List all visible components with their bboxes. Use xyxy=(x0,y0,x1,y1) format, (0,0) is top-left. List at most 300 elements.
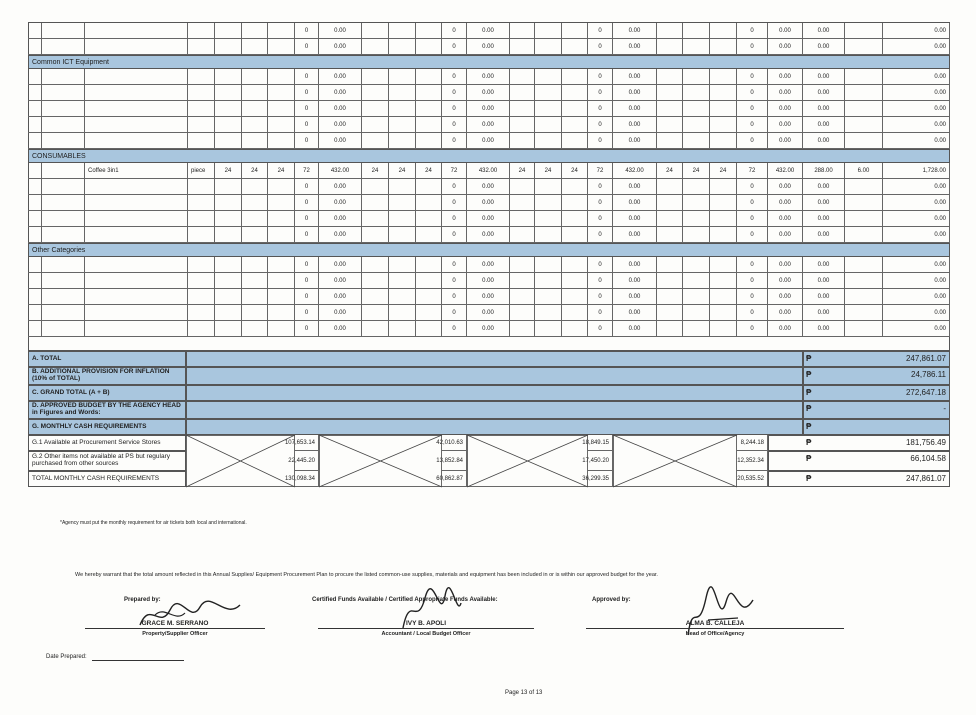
table-cell xyxy=(42,179,85,195)
table-cell xyxy=(188,321,215,337)
amount-cell: 0.00 xyxy=(467,321,510,337)
table-cell xyxy=(416,273,442,289)
table-cell xyxy=(683,23,710,39)
table-cell: 24 xyxy=(683,163,710,179)
summary-fill xyxy=(186,367,803,385)
table-cell xyxy=(845,69,883,85)
table-cell xyxy=(42,117,85,133)
table-cell xyxy=(215,133,242,149)
table-cell xyxy=(562,257,588,273)
table-cell xyxy=(562,321,588,337)
table-cell xyxy=(710,321,737,337)
table-cell xyxy=(416,289,442,305)
table-cell: 6.00 xyxy=(845,163,883,179)
qty-cell: 0 xyxy=(588,305,613,321)
table-cell xyxy=(389,179,416,195)
table-cell xyxy=(268,85,295,101)
table-cell xyxy=(710,305,737,321)
peso-sign: ₱ xyxy=(806,370,812,379)
signature-line xyxy=(318,628,534,629)
table-cell xyxy=(683,257,710,273)
amount-cell: 0.00 xyxy=(613,117,657,133)
table-cell xyxy=(188,211,215,227)
amount-cell: 0.00 xyxy=(768,101,803,117)
table-cell xyxy=(42,273,85,289)
table-cell xyxy=(683,211,710,227)
qty-cell: 0 xyxy=(737,289,768,305)
table-cell xyxy=(268,321,295,337)
table-cell xyxy=(710,133,737,149)
amount-cell: 0.00 xyxy=(319,133,362,149)
table-cell xyxy=(28,289,42,305)
table-cell xyxy=(188,117,215,133)
table-cell xyxy=(42,289,85,305)
table-cell xyxy=(28,69,42,85)
amount-cell: 0.00 xyxy=(768,39,803,55)
amount-cell: 0.00 xyxy=(613,133,657,149)
table-cell xyxy=(683,85,710,101)
table-cell xyxy=(562,305,588,321)
amount-cell: 0.00 xyxy=(768,23,803,39)
table-cell xyxy=(389,227,416,243)
qty-cell: 0 xyxy=(295,179,319,195)
qty-cell: 0 xyxy=(442,101,467,117)
table-cell xyxy=(85,227,188,243)
cash-total-value: 66,104.58 xyxy=(910,454,946,463)
table-cell: 24 xyxy=(268,163,295,179)
table-cell: 24 xyxy=(562,163,588,179)
table-cell xyxy=(268,179,295,195)
table-cell xyxy=(188,69,215,85)
qty-cell: 0 xyxy=(442,227,467,243)
table-cell xyxy=(657,195,683,211)
table-cell xyxy=(42,211,85,227)
amount-cell: 0.00 xyxy=(803,133,845,149)
table-cell xyxy=(845,273,883,289)
amount-cell: 0.00 xyxy=(319,195,362,211)
crossed-out-box xyxy=(467,435,588,487)
table-cell xyxy=(562,273,588,289)
table-cell xyxy=(416,211,442,227)
cash-row-label: G.1 Available at Procurement Service Stores xyxy=(28,435,186,451)
certified-funds-label: Certified Funds Available / Certified Appropriate Funds Available: xyxy=(312,597,498,603)
quarter-cash-value: 12,352.34 xyxy=(737,451,768,471)
table-cell xyxy=(510,257,535,273)
crossed-out-box xyxy=(186,435,295,487)
table-cell xyxy=(845,289,883,305)
amount-cell: 0.00 xyxy=(768,69,803,85)
signatory-name: ALMA B. CALLEJA xyxy=(685,620,745,627)
table-cell xyxy=(683,273,710,289)
table-cell xyxy=(42,163,85,179)
amount-cell: 0.00 xyxy=(613,195,657,211)
total-cell: 0.00 xyxy=(883,305,950,321)
table-cell xyxy=(416,23,442,39)
table-cell xyxy=(362,101,389,117)
table-cell xyxy=(416,227,442,243)
approved-by-label: Approved by: xyxy=(592,597,631,603)
table-cell xyxy=(416,257,442,273)
table-cell xyxy=(510,117,535,133)
amount-cell: 0.00 xyxy=(467,85,510,101)
qty-cell: 0 xyxy=(295,69,319,85)
table-cell xyxy=(42,227,85,243)
qty-cell: 0 xyxy=(295,23,319,39)
table-cell xyxy=(85,117,188,133)
amount-cell: 0.00 xyxy=(803,195,845,211)
table-cell xyxy=(85,133,188,149)
table-cell xyxy=(389,257,416,273)
amount-cell: 0.00 xyxy=(613,227,657,243)
table-cell xyxy=(242,257,268,273)
table-cell xyxy=(657,227,683,243)
amount-cell: 0.00 xyxy=(768,179,803,195)
table-cell xyxy=(657,305,683,321)
table-cell xyxy=(562,23,588,39)
amount-cell: 0.00 xyxy=(613,273,657,289)
table-cell xyxy=(85,195,188,211)
table-cell xyxy=(42,305,85,321)
total-cell: 0.00 xyxy=(883,23,950,39)
summary-label: C. GRAND TOTAL (A + B) xyxy=(28,385,186,401)
table-cell xyxy=(268,101,295,117)
table-cell xyxy=(710,257,737,273)
qty-cell: 0 xyxy=(442,39,467,55)
amount-cell: 0.00 xyxy=(613,39,657,55)
grid-line xyxy=(28,337,29,351)
qty-cell: 0 xyxy=(588,117,613,133)
table-cell xyxy=(215,305,242,321)
cash-total-value: 247,861.07 xyxy=(905,474,946,483)
table-cell xyxy=(215,273,242,289)
amount-cell: 0.00 xyxy=(467,133,510,149)
summary-value: 247,861.07 xyxy=(905,354,946,363)
amount-cell: 0.00 xyxy=(803,69,845,85)
amount-cell: 0.00 xyxy=(803,257,845,273)
table-cell xyxy=(215,179,242,195)
qty-cell: 0 xyxy=(442,133,467,149)
amount-cell: 0.00 xyxy=(467,39,510,55)
qty-cell: 0 xyxy=(737,23,768,39)
total-cell: 0.00 xyxy=(883,321,950,337)
table-cell xyxy=(28,257,42,273)
section-header: CONSUMABLES xyxy=(28,149,950,163)
qty-cell: 0 xyxy=(295,273,319,289)
table-cell xyxy=(85,39,188,55)
table-cell xyxy=(389,133,416,149)
table-cell xyxy=(710,23,737,39)
amount-cell: 0.00 xyxy=(319,257,362,273)
table-cell xyxy=(28,305,42,321)
table-cell: 432.00 xyxy=(768,163,803,179)
table-cell xyxy=(535,305,562,321)
qty-cell: 0 xyxy=(295,305,319,321)
total-cell: 0.00 xyxy=(883,85,950,101)
total-cell: 0.00 xyxy=(883,195,950,211)
summary-label: A. TOTAL xyxy=(28,351,186,367)
table-cell: 24 xyxy=(215,163,242,179)
amount-cell: 0.00 xyxy=(803,101,845,117)
table-cell xyxy=(42,321,85,337)
qty-cell: 0 xyxy=(442,195,467,211)
table-cell xyxy=(389,117,416,133)
table-cell xyxy=(535,211,562,227)
table-cell xyxy=(416,39,442,55)
table-cell xyxy=(683,305,710,321)
table-cell xyxy=(535,257,562,273)
table-cell xyxy=(535,39,562,55)
qty-cell: 0 xyxy=(442,117,467,133)
table-cell xyxy=(28,85,42,101)
table-cell xyxy=(845,179,883,195)
crossed-out-box xyxy=(319,435,442,487)
amount-cell: 0.00 xyxy=(768,289,803,305)
summary-fill xyxy=(186,351,803,367)
table-cell xyxy=(28,101,42,117)
peso-sign: ₱ xyxy=(806,422,812,431)
signature-serrano xyxy=(130,595,250,635)
table-cell xyxy=(389,23,416,39)
table-cell: 432.00 xyxy=(613,163,657,179)
table-cell xyxy=(845,39,883,55)
qty-cell: 0 xyxy=(442,273,467,289)
table-cell xyxy=(268,289,295,305)
table-cell xyxy=(389,39,416,55)
table-cell xyxy=(657,289,683,305)
table-cell xyxy=(657,273,683,289)
table-cell xyxy=(242,289,268,305)
table-cell xyxy=(510,305,535,321)
qty-cell: 0 xyxy=(295,227,319,243)
cash-row-label: TOTAL MONTHLY CASH REQUIREMENTS xyxy=(28,471,186,487)
amount-cell: 0.00 xyxy=(319,289,362,305)
quarter-cash-value: 13,852.84 xyxy=(442,451,467,471)
table-cell xyxy=(389,195,416,211)
table-cell xyxy=(28,163,42,179)
amount-cell: 0.00 xyxy=(613,211,657,227)
amount-cell: 0.00 xyxy=(803,321,845,337)
qty-cell: 0 xyxy=(737,211,768,227)
qty-cell: 0 xyxy=(588,179,613,195)
qty-cell: 0 xyxy=(442,69,467,85)
table-cell xyxy=(510,321,535,337)
table-cell xyxy=(85,273,188,289)
table-cell xyxy=(535,133,562,149)
table-cell xyxy=(562,69,588,85)
table-cell xyxy=(85,101,188,117)
cash-row-label: G.2 Other items not available at PS but regulary purchased from other sources xyxy=(28,451,186,471)
table-cell xyxy=(42,101,85,117)
peso-sign: ₱ xyxy=(806,474,812,483)
table-cell xyxy=(215,69,242,85)
table-cell xyxy=(362,195,389,211)
total-cell: 0.00 xyxy=(883,69,950,85)
table-cell xyxy=(562,101,588,117)
table-cell xyxy=(188,39,215,55)
table-cell xyxy=(416,117,442,133)
table-cell xyxy=(416,321,442,337)
amount-cell: 0.00 xyxy=(613,101,657,117)
table-cell xyxy=(562,117,588,133)
qty-cell: 0 xyxy=(588,23,613,39)
qty-cell: 0 xyxy=(295,257,319,273)
table-cell xyxy=(845,321,883,337)
table-cell xyxy=(268,133,295,149)
table-cell xyxy=(710,195,737,211)
quarter-cash-value: 20,535.52 xyxy=(737,471,768,487)
summary-value-box xyxy=(803,419,950,435)
summary-label: D. APPROVED BUDGET BY THE AGENCY HEAD in Figures and Words: xyxy=(28,401,186,419)
table-cell xyxy=(562,39,588,55)
amount-cell: 0.00 xyxy=(803,39,845,55)
table-cell xyxy=(535,117,562,133)
table-cell xyxy=(657,85,683,101)
table-cell xyxy=(268,117,295,133)
total-cell: 0.00 xyxy=(883,211,950,227)
item-description: Coffee 3in1 xyxy=(85,163,188,179)
quarter-cash-value: 22,445.20 xyxy=(295,451,319,471)
table-cell xyxy=(242,117,268,133)
table-cell xyxy=(562,133,588,149)
crossed-out-box xyxy=(613,435,737,487)
table-cell xyxy=(362,69,389,85)
amount-cell: 0.00 xyxy=(768,321,803,337)
qty-cell: 0 xyxy=(737,133,768,149)
prepared-by-label: Prepared by: xyxy=(124,597,161,603)
table-cell xyxy=(657,101,683,117)
total-cell: 0.00 xyxy=(883,133,950,149)
qty-cell: 0 xyxy=(737,179,768,195)
table-cell xyxy=(215,117,242,133)
table-cell xyxy=(562,289,588,305)
table-cell xyxy=(362,257,389,273)
quarter-cash-value: 17,450.20 xyxy=(588,451,613,471)
table-cell xyxy=(188,195,215,211)
table-cell xyxy=(242,39,268,55)
amount-cell: 0.00 xyxy=(768,305,803,321)
table-cell xyxy=(242,179,268,195)
table-cell xyxy=(657,257,683,273)
amount-cell: 0.00 xyxy=(319,305,362,321)
table-cell xyxy=(535,69,562,85)
table-cell xyxy=(535,195,562,211)
amount-cell: 0.00 xyxy=(613,179,657,195)
table-cell xyxy=(42,23,85,39)
amount-cell: 0.00 xyxy=(467,305,510,321)
table-cell xyxy=(657,179,683,195)
table-cell xyxy=(42,257,85,273)
table-cell: 24 xyxy=(510,163,535,179)
table-cell xyxy=(85,211,188,227)
table-cell xyxy=(215,211,242,227)
peso-sign: ₱ xyxy=(806,454,812,463)
amount-cell: 0.00 xyxy=(768,211,803,227)
table-cell xyxy=(389,273,416,289)
table-cell xyxy=(28,133,42,149)
table-cell xyxy=(28,321,42,337)
amount-cell: 0.00 xyxy=(319,179,362,195)
table-cell: 72 xyxy=(588,163,613,179)
table-cell: 288.00 xyxy=(803,163,845,179)
table-cell xyxy=(510,179,535,195)
table-cell xyxy=(845,211,883,227)
amount-cell: 0.00 xyxy=(319,211,362,227)
table-cell xyxy=(710,227,737,243)
quarter-cash-value: 130,098.34 xyxy=(295,471,319,487)
table-cell xyxy=(28,211,42,227)
table-cell xyxy=(42,195,85,211)
table-cell xyxy=(710,117,737,133)
amount-cell: 0.00 xyxy=(768,195,803,211)
table-cell xyxy=(362,117,389,133)
amount-cell: 0.00 xyxy=(613,321,657,337)
qty-cell: 0 xyxy=(442,305,467,321)
amount-cell: 0.00 xyxy=(467,69,510,85)
table-cell xyxy=(562,211,588,227)
table-cell xyxy=(85,69,188,85)
table-cell xyxy=(535,23,562,39)
table-cell xyxy=(362,321,389,337)
amount-cell: 0.00 xyxy=(467,101,510,117)
table-cell xyxy=(845,195,883,211)
amount-cell: 0.00 xyxy=(768,227,803,243)
table-cell xyxy=(188,101,215,117)
table-cell xyxy=(268,23,295,39)
table-cell xyxy=(535,321,562,337)
table-cell xyxy=(683,133,710,149)
table-cell xyxy=(215,227,242,243)
table-cell xyxy=(362,289,389,305)
amount-cell: 0.00 xyxy=(319,227,362,243)
amount-cell: 0.00 xyxy=(319,101,362,117)
table-cell xyxy=(362,85,389,101)
quarter-cash-value: 107,653.14 xyxy=(295,435,319,451)
amount-cell: 0.00 xyxy=(613,305,657,321)
table-cell xyxy=(845,227,883,243)
table-cell xyxy=(710,273,737,289)
table-cell: 72 xyxy=(737,163,768,179)
table-cell xyxy=(85,321,188,337)
table-cell xyxy=(268,195,295,211)
quarter-cash-value: 60,862.87 xyxy=(442,471,467,487)
table-cell xyxy=(85,305,188,321)
table-cell xyxy=(710,39,737,55)
table-cell xyxy=(657,321,683,337)
table-cell xyxy=(683,117,710,133)
amount-cell: 0.00 xyxy=(803,273,845,289)
amount-cell: 0.00 xyxy=(319,85,362,101)
signatory-title: Accountant / Local Budget Officer xyxy=(381,631,471,637)
qty-cell: 0 xyxy=(737,85,768,101)
amount-cell: 0.00 xyxy=(803,117,845,133)
amount-cell: 0.00 xyxy=(768,117,803,133)
table-cell xyxy=(242,101,268,117)
amount-cell: 0.00 xyxy=(467,179,510,195)
qty-cell: 0 xyxy=(295,101,319,117)
table-cell xyxy=(362,179,389,195)
table-cell xyxy=(188,179,215,195)
table-cell xyxy=(215,85,242,101)
table-cell xyxy=(188,289,215,305)
table-cell xyxy=(188,227,215,243)
table-cell xyxy=(845,23,883,39)
qty-cell: 0 xyxy=(295,133,319,149)
table-cell xyxy=(510,39,535,55)
date-line xyxy=(92,660,184,661)
table-cell xyxy=(362,305,389,321)
table-cell: 24 xyxy=(535,163,562,179)
table-cell xyxy=(845,305,883,321)
